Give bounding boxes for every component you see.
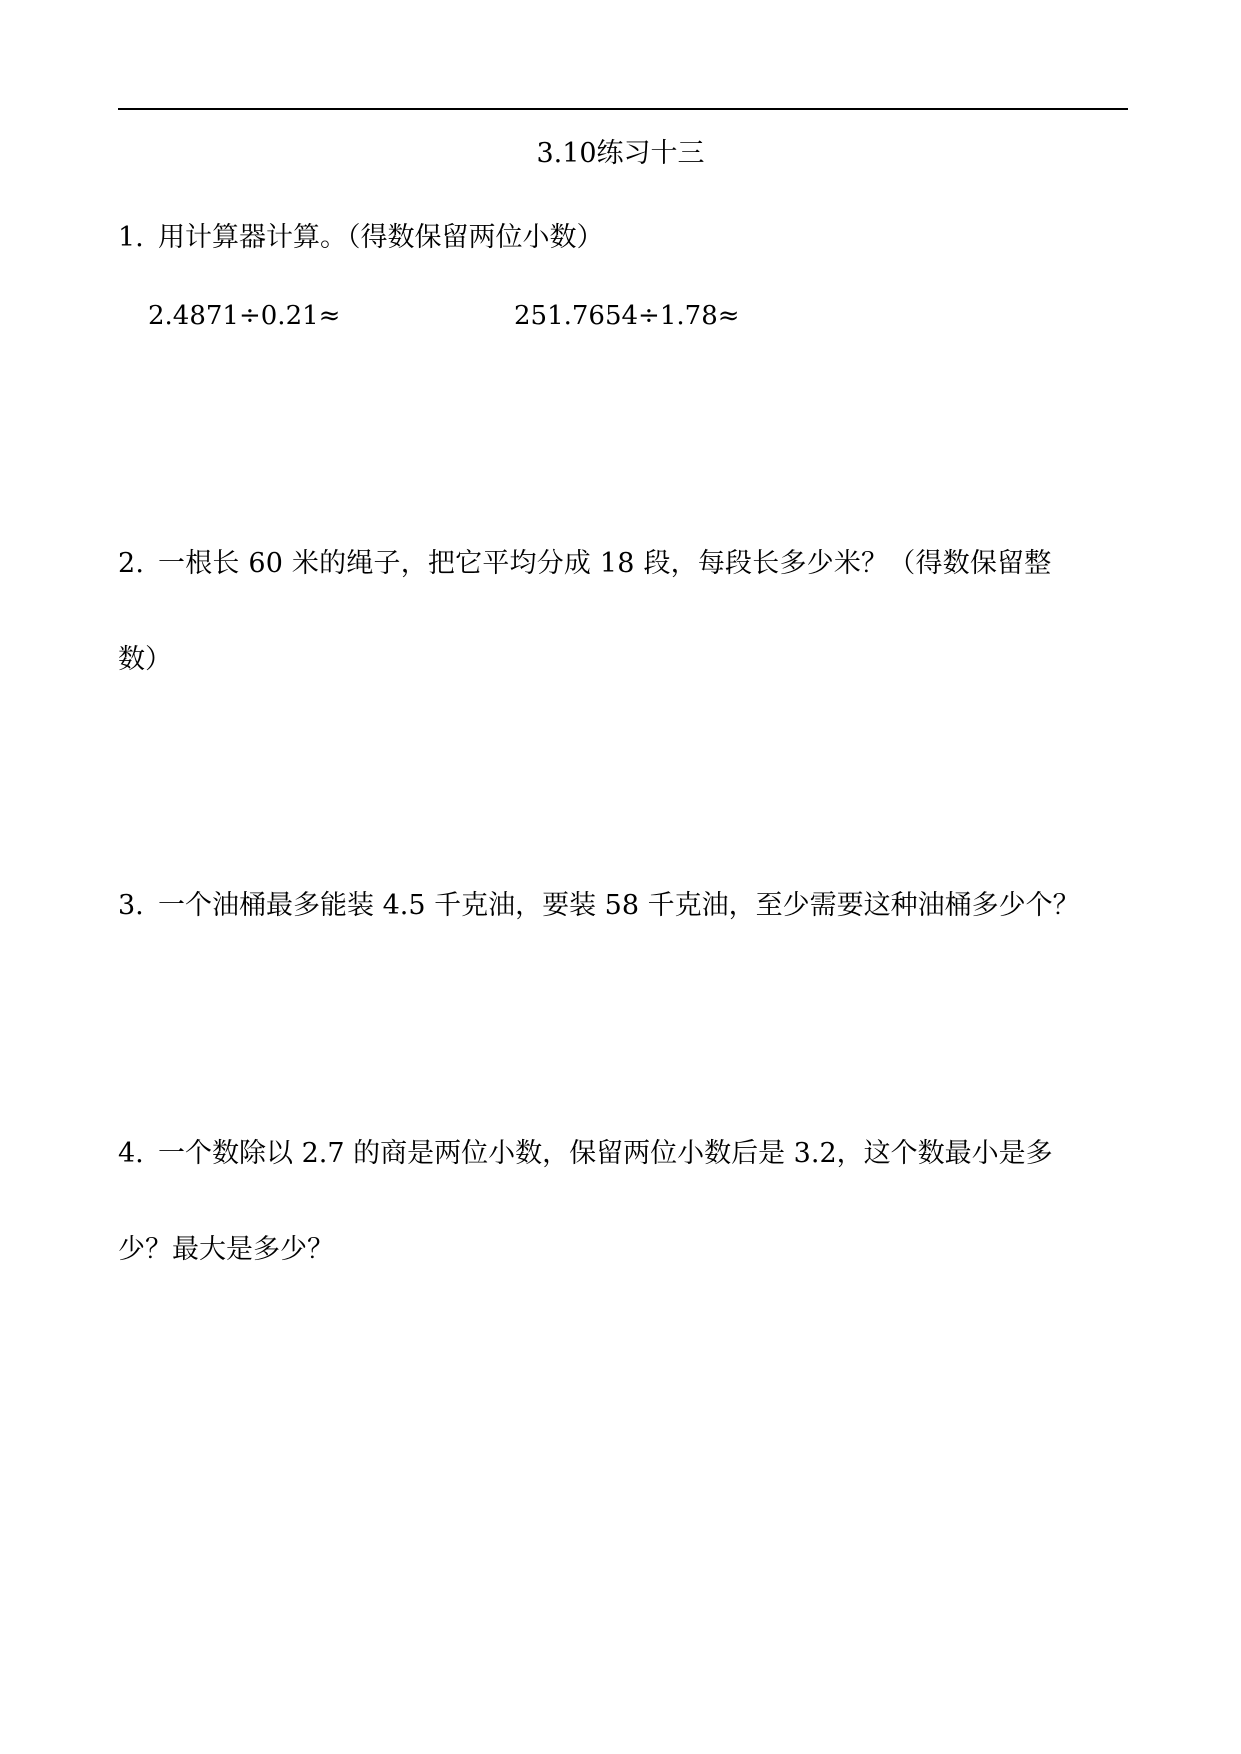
question-4 bbox=[118, 1136, 1053, 1172]
header-rule bbox=[118, 108, 1128, 110]
calc-expression-2: 251.7654÷1.78≈ bbox=[514, 301, 740, 331]
worksheet-title: 3.10练习十三 bbox=[536, 138, 705, 169]
question-4-continuation: 少？最大是多少？ bbox=[118, 1234, 334, 1265]
question-text: 一根长 60 米的绳子，把它平均分成 18 段，每段长多少米？（得数保留整 bbox=[158, 548, 1052, 579]
question-text: 一个油桶最多能装 4.5 千克油，要装 58 千克油，至少需要这种油桶多少个？ bbox=[158, 890, 1080, 921]
question-number: 2. bbox=[118, 548, 145, 579]
question-2-continuation: 数） bbox=[118, 644, 172, 675]
question-number: 4. bbox=[118, 1138, 144, 1169]
question-number: 3. bbox=[118, 890, 144, 921]
question-text: 用计算器计算。（得数保留两位小数） bbox=[158, 222, 604, 253]
question-text: 一个数除以 2.7 的商是两位小数，保留两位小数后是 3.2，这个数最小是多 bbox=[158, 1138, 1053, 1169]
question-1 bbox=[118, 220, 604, 256]
calc-expression-1: 2.4871÷0.21≈ bbox=[148, 301, 341, 331]
question-3 bbox=[118, 888, 1080, 924]
question-2 bbox=[118, 546, 1051, 582]
question-number: 1. bbox=[118, 222, 144, 253]
